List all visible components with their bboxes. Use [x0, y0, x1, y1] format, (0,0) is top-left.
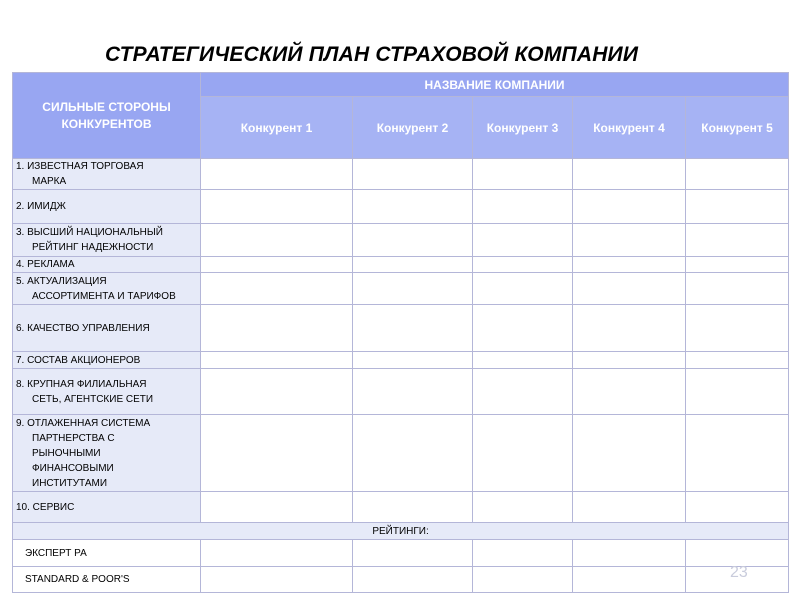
score-cell[interactable]	[353, 257, 473, 273]
strength-label-line: 7. СОСТАВ АКЦИОНЕРОВ	[16, 354, 141, 366]
strength-row	[13, 257, 789, 273]
score-cell[interactable]	[201, 224, 353, 257]
score-cell[interactable]	[573, 257, 686, 273]
rating-cell[interactable]	[353, 540, 473, 567]
rating-agency-label: STANDARD & POOR'S	[13, 567, 201, 593]
page-title: СТРАТЕГИЧЕСКИЙ ПЛАН СТРАХОВОЙ КОМПАНИИ	[105, 43, 639, 66]
strengths-header-line: СИЛЬНЫЕ СТОРОНЫ	[42, 99, 171, 114]
score-cell[interactable]	[201, 159, 353, 190]
score-cell[interactable]	[201, 190, 353, 224]
strength-row	[13, 224, 789, 257]
strength-label-line: 2. ИМИДЖ	[16, 201, 66, 212]
strength-label-line: 3. ВЫСШИЙ НАЦИОНАЛЬНЫЙ	[16, 227, 163, 238]
competitor-header-2: Конкурент 2	[353, 97, 473, 159]
score-cell[interactable]	[573, 224, 686, 257]
strength-label	[13, 415, 201, 492]
score-cell[interactable]	[201, 257, 353, 273]
ratings-section-row	[13, 523, 789, 540]
ratings-section-header: РЕЙТИНГИ:	[13, 523, 789, 540]
page-number: 23	[730, 564, 748, 581]
score-cell[interactable]	[473, 224, 573, 257]
rating-row	[13, 567, 789, 593]
score-cell[interactable]	[353, 352, 473, 369]
score-cell[interactable]	[353, 190, 473, 224]
rating-cell[interactable]	[573, 540, 686, 567]
strength-label-line: ФИНАНСОВЫМИ	[32, 462, 114, 474]
competitor-header-1: Конкурент 1	[201, 97, 353, 159]
strength-label	[13, 492, 201, 523]
score-cell[interactable]	[573, 273, 686, 305]
competitor-header-3: Конкурент 3	[473, 97, 573, 159]
strength-label	[13, 257, 201, 273]
strength-label	[13, 273, 201, 305]
strength-label-line: РЫНОЧНЫМИ	[32, 447, 101, 459]
score-cell[interactable]	[473, 492, 573, 523]
score-cell[interactable]	[473, 369, 573, 415]
score-cell[interactable]	[201, 369, 353, 415]
score-cell[interactable]	[686, 257, 789, 273]
score-cell[interactable]	[473, 352, 573, 369]
strength-row	[13, 369, 789, 415]
score-cell[interactable]	[473, 273, 573, 305]
score-cell[interactable]	[201, 415, 353, 492]
rating-cell[interactable]	[686, 540, 789, 567]
score-cell[interactable]	[473, 257, 573, 273]
strategy-table	[12, 72, 789, 593]
score-cell[interactable]	[686, 415, 789, 492]
rating-cell[interactable]	[201, 540, 353, 567]
score-cell[interactable]	[353, 305, 473, 352]
score-cell[interactable]	[686, 492, 789, 523]
strength-label-line: 5. АКТУАЛИЗАЦИЯ	[16, 275, 107, 287]
score-cell[interactable]	[573, 190, 686, 224]
strength-label	[13, 224, 201, 257]
score-cell[interactable]	[686, 224, 789, 257]
strength-label	[13, 352, 201, 369]
strength-label-line: 4. РЕКЛАМА	[16, 259, 75, 270]
strength-label	[13, 369, 201, 415]
score-cell[interactable]	[201, 352, 353, 369]
strength-label-line: ПАРТНЕРСТВА С	[32, 432, 115, 444]
strength-label-line: 10. СЕРВИС	[16, 501, 75, 513]
strength-label-line: ИНСТИТУТАМИ	[32, 477, 108, 489]
score-cell[interactable]	[573, 352, 686, 369]
score-cell[interactable]	[573, 305, 686, 352]
score-cell[interactable]	[686, 352, 789, 369]
strength-row	[13, 190, 789, 224]
competitor-header-5: Конкурент 5	[686, 97, 789, 159]
company-name-header: НАЗВАНИЕ КОМПАНИИ	[201, 73, 789, 97]
strengths-header-line: КОНКУРЕНТОВ	[61, 116, 152, 131]
score-cell[interactable]	[353, 224, 473, 257]
score-cell[interactable]	[686, 190, 789, 224]
rating-cell[interactable]	[201, 567, 353, 593]
rating-cell[interactable]	[473, 567, 573, 593]
score-cell[interactable]	[201, 492, 353, 523]
strength-label-line: 6. КАЧЕСТВО УПРАВЛЕНИЯ	[16, 322, 150, 334]
strength-label-line: 1. ИЗВЕСТНАЯ ТОРГОВАЯ	[16, 161, 144, 172]
score-cell[interactable]	[353, 273, 473, 305]
strength-label-line: СЕТЬ, АГЕНТСКИЕ СЕТИ	[32, 393, 154, 405]
strength-label	[13, 305, 201, 352]
score-cell[interactable]	[473, 305, 573, 352]
rating-agency-label: ЭКСПЕРТ РА	[13, 540, 201, 567]
score-cell[interactable]	[686, 273, 789, 305]
score-cell[interactable]	[686, 369, 789, 415]
score-cell[interactable]	[353, 159, 473, 190]
strength-label-line: 9. ОТЛАЖЕННАЯ СИСТЕМА	[16, 417, 151, 429]
strength-row	[13, 305, 789, 352]
rating-row	[13, 540, 789, 567]
score-cell[interactable]	[473, 415, 573, 492]
score-cell[interactable]	[473, 190, 573, 224]
score-cell[interactable]	[573, 369, 686, 415]
score-cell[interactable]	[473, 159, 573, 190]
strengths-header-cell	[13, 73, 201, 159]
score-cell[interactable]	[353, 415, 473, 492]
strength-label-line: МАРКА	[32, 176, 67, 187]
rating-cell[interactable]	[473, 540, 573, 567]
score-cell[interactable]	[686, 305, 789, 352]
strength-row	[13, 492, 789, 523]
score-cell[interactable]	[201, 305, 353, 352]
strength-row	[13, 159, 789, 190]
strength-label	[13, 190, 201, 224]
score-cell[interactable]	[201, 273, 353, 305]
competitor-header-4: Конкурент 4	[573, 97, 686, 159]
score-cell[interactable]	[353, 369, 473, 415]
score-cell[interactable]	[686, 159, 789, 190]
strength-row	[13, 352, 789, 369]
score-cell[interactable]	[573, 159, 686, 190]
strength-label-line: 8. КРУПНАЯ ФИЛИАЛЬНАЯ	[16, 378, 147, 390]
score-cell[interactable]	[353, 492, 473, 523]
strength-label-line: АССОРТИМЕНТА И ТАРИФОВ	[32, 290, 176, 302]
rating-cell[interactable]	[353, 567, 473, 593]
score-cell[interactable]	[573, 415, 686, 492]
strength-label	[13, 159, 201, 190]
score-cell[interactable]	[573, 492, 686, 523]
rating-cell[interactable]	[573, 567, 686, 593]
strength-label-line: РЕЙТИНГ НАДЕЖНОСТИ	[32, 242, 154, 253]
strength-row	[13, 273, 789, 305]
strength-row	[13, 415, 789, 492]
